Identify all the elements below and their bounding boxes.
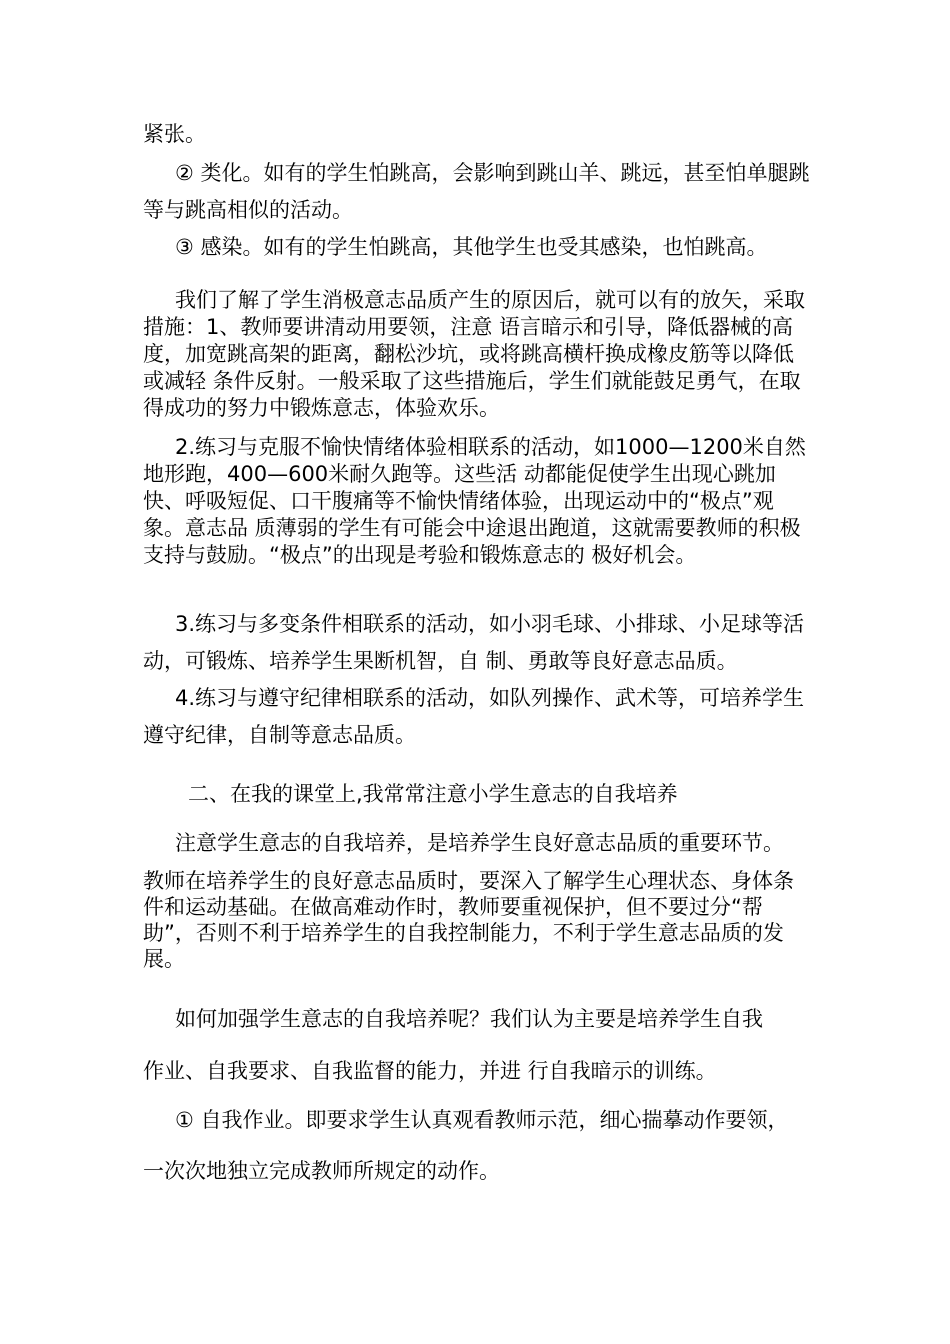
paragraph-3: ③ 感染。如有的学生怕跳高，其他学生也受其感染，也怕跳高。	[175, 235, 768, 259]
paragraph-1: 紧张。	[143, 122, 206, 146]
paragraph-4: 我们了解了学生消极意志品质产生的原因后，就可以有的放矢，采取措施：1、教师要讲清动用要领，注意 语言暗示和引导，降低器械的高度，加宽跳高架的距离，翻松沙坑，或将跳高横杆换成橡皮筋等以降低或减轻 条件反射。一般采取了这些措施后，学生们就能鼓足勇气，在取得成功的努力中锻炼意志，体验欢乐。	[143, 288, 805, 420]
paragraph-10: 如何加强学生意志的自我培养呢？我们认为主要是培养学生自我	[175, 1007, 763, 1031]
paragraph-11: 作业、自我要求、自我监督的能力，并进 行自我暗示的训练。	[143, 1059, 717, 1083]
paragraph-2: ② 类化。如有的学生怕跳高，会影响到跳山羊、跳远，甚至怕单腿跳等与跳高相似的活动。	[143, 161, 810, 222]
paragraph-6: 3.练习与多变条件相联系的活动，如小羽毛球、小排球、小足球等活动，可锻炼、培养学生果断机智，自 制、勇敢等良好意志品质。	[143, 612, 805, 673]
paragraph-13: 一次次地独立完成教师所规定的动作。	[143, 1159, 500, 1183]
paragraph-7: 4.练习与遵守纪律相联系的活动，如队列操作、武术等，可培养学生遵守纪律，自制等意志品质。	[143, 686, 805, 747]
paragraph-5: 2.练习与克服不愉快情绪体验相联系的活动，如1000—1200米自然地形跑，400—600米耐久跑等。这些活 动都能促使学生出现心跳加快、呼吸短促、口干腹痛等不愉快情绪体验，出现运动中的“极点”观象。意志品 质薄弱的学生有可能会中途退出跑道，这就需要教师的积极支持与鼓励。“极点”的出现是考验和锻炼意志的 极好机会。	[143, 435, 806, 567]
paragraph-9: 教师在培养学生的良好意志品质时，要深入了解学生心理状态、身体条件和运动基础。在做高难动作时，教师要重视保护，但不要过分“帮助”，否则不利于培养学生的自我控制能力，不利于学生意志品质的发展。	[143, 869, 794, 971]
paragraph-8: 注意学生意志的自我培养，是培养学生良好意志品质的重要环节。	[175, 831, 784, 855]
section-heading: 二、在我的课堂上,我常常注意小学生意志的自我培养	[188, 782, 678, 806]
paragraph-12: ① 自我作业。即要求学生认真观看教师示范，细心揣摹动作要领，	[175, 1108, 789, 1132]
